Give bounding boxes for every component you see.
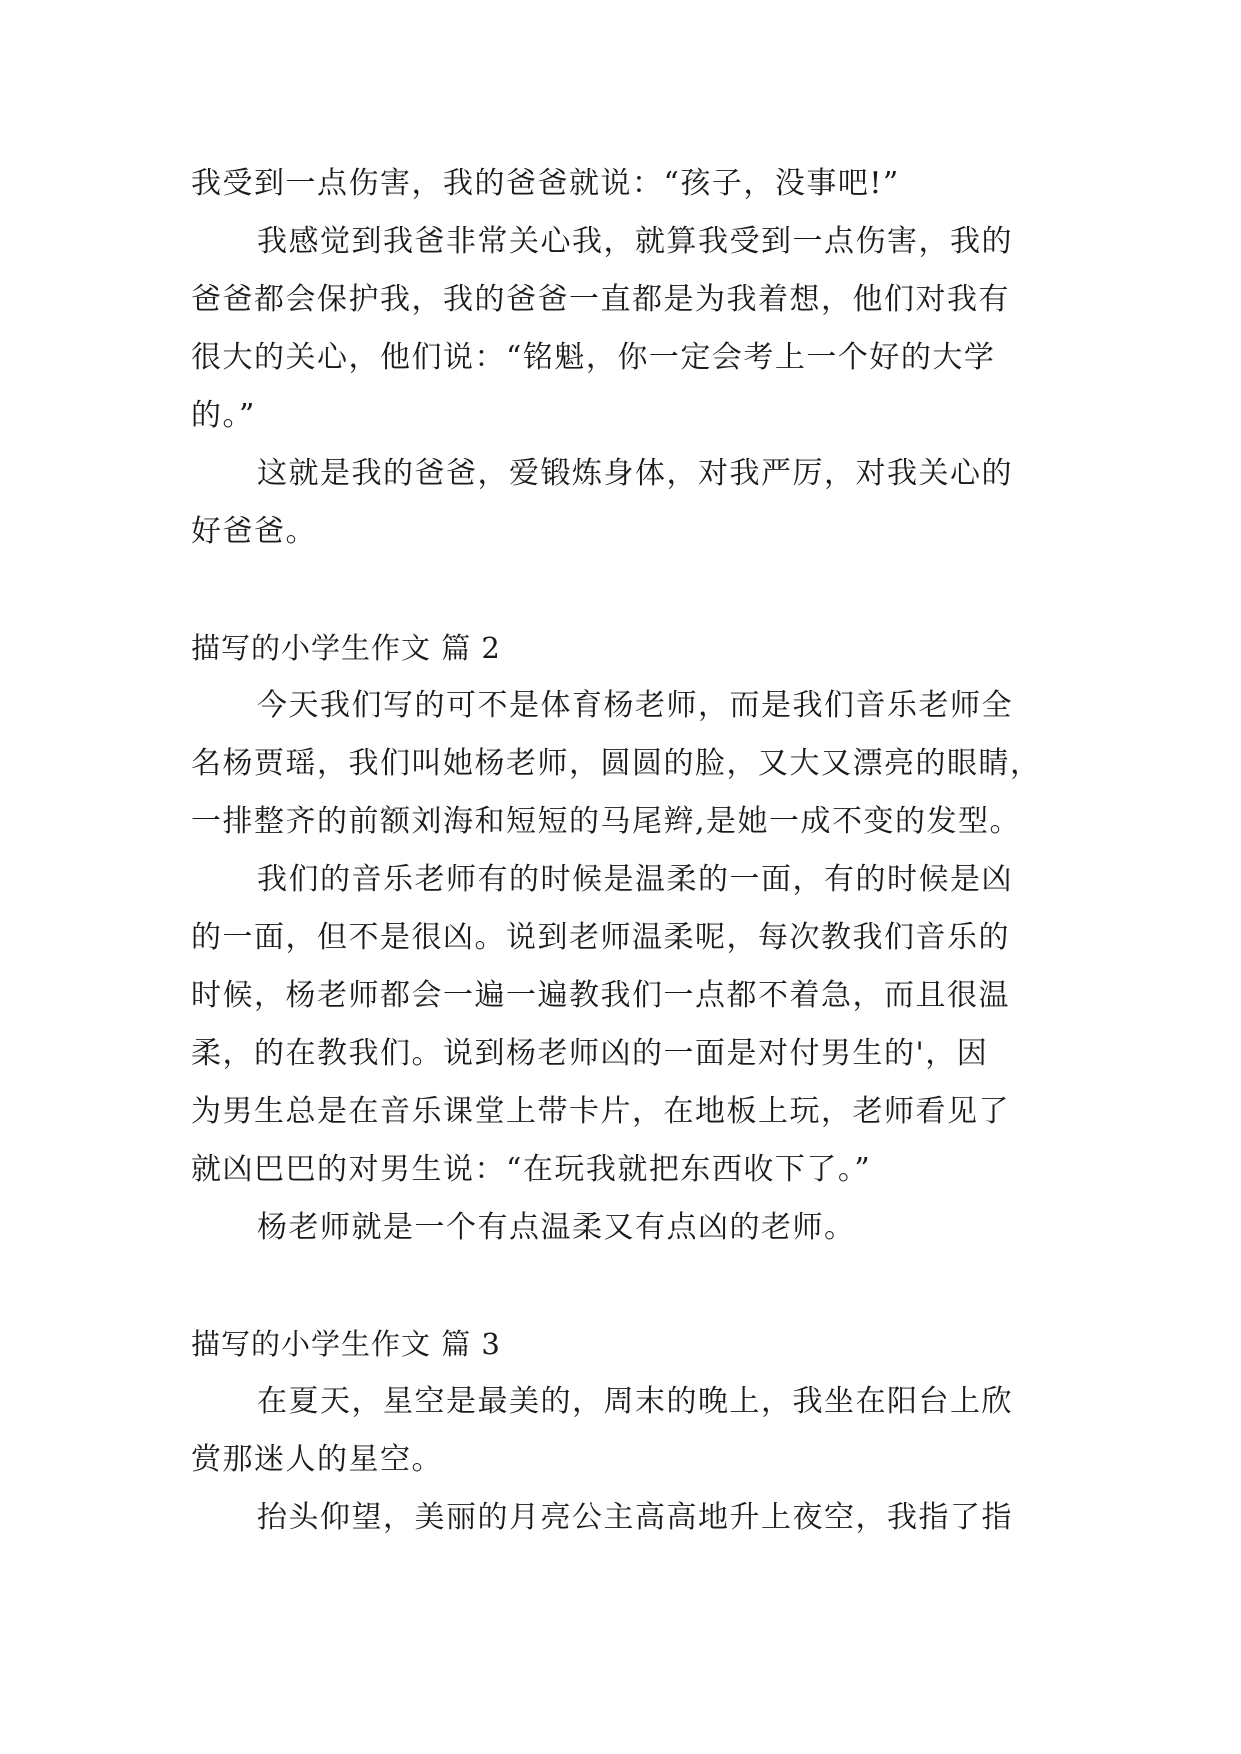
text-line: 爸爸都会保护我，我的爸爸一直都是为我着想，他们对我有 (191, 282, 1010, 317)
document-page (191, 155, 1061, 1547)
text-line: 的。” (191, 398, 256, 433)
text-line: 时候，杨老师都会一遍一遍教我们一点都不着急，而且很温 (191, 978, 1010, 1013)
text-line: 我感觉到我爸非常关心我，就算我受到一点伤害，我的 (257, 224, 1013, 259)
text-line: 一排整齐的前额刘海和短短的马尾辫,是她一成不变的发型。 (191, 804, 1022, 839)
text-line: 就凶巴巴的对男生说：“在玩我就把东西收下了。” (191, 1152, 872, 1187)
text-line: 在夏天，星空是最美的，周末的晚上，我坐在阳台上欣 (257, 1384, 1013, 1419)
text-line: 我们的音乐老师有的时候是温柔的一面，有的时候是凶 (257, 862, 1013, 897)
section-heading: 描写的小学生作文 篇 3 (191, 1327, 501, 1361)
text-line: 的一面，但不是很凶。说到老师温柔呢，每次教我们音乐的 (191, 920, 1010, 955)
text-line: 抬头仰望，美丽的月亮公主高高地升上夜空，我指了指 (257, 1500, 1013, 1535)
section-spacer (191, 1257, 1061, 1315)
text-line: 好爸爸。 (191, 514, 317, 549)
section-heading: 描写的小学生作文 篇 2 (191, 631, 501, 665)
text-line: 我受到一点伤害，我的爸爸就说：“孩子，没事吧!” (191, 166, 900, 201)
text-line: 杨老师就是一个有点温柔又有点凶的老师。 (257, 1210, 856, 1245)
text-line: 柔，的在教我们。说到杨老师凶的一面是对付男生的'，因 (191, 1036, 989, 1071)
text-line: 为男生总是在音乐课堂上带卡片，在地板上玩，老师看见了 (191, 1094, 1010, 1129)
text-line: 很大的关心，他们说：“铭魁，你一定会考上一个好的大学 (191, 340, 996, 375)
section-spacer (191, 561, 1061, 619)
text-line: 今天我们写的可不是体育杨老师，而是我们音乐老师全 (257, 688, 1013, 723)
text-line: 赏那迷人的星空。 (191, 1442, 443, 1477)
text-line: 这就是我的爸爸，爱锻炼身体，对我严厉，对我关心的 (257, 456, 1013, 491)
text-line: 名杨贾瑶，我们叫她杨老师，圆圆的脸，又大又漂亮的眼睛， (191, 746, 1042, 781)
